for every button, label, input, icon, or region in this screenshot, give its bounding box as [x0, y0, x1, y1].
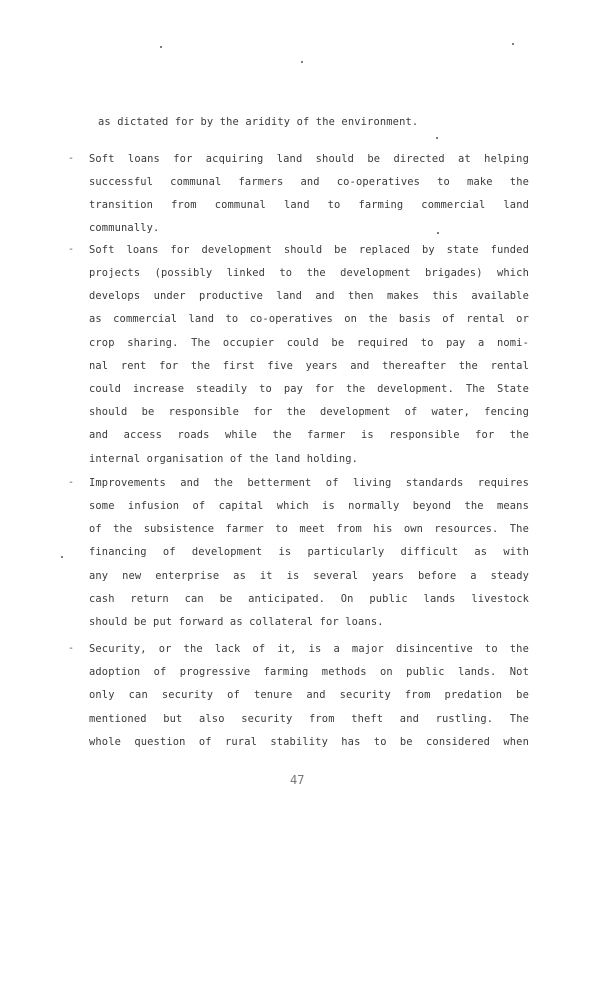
- body-line: adoption of progressive farming methods on public lands. Not: [89, 666, 529, 678]
- body-line: should be responsible for the development of water, fencing: [89, 406, 529, 418]
- body-line: could increase steadily to pay for the development. The State: [89, 383, 529, 395]
- body-line: develops under productive land and then makes this available: [89, 290, 529, 302]
- body-line: some infusion of capital which is normally beyond the means: [89, 500, 529, 512]
- body-line: Improvements and the betterment of living standards requires: [89, 477, 529, 489]
- body-line: should be put forward as collateral for loans.: [89, 616, 384, 628]
- body-line: as commercial land to co-operatives on the basis of rental or: [89, 313, 529, 325]
- body-line: communally.: [89, 222, 160, 234]
- body-line: only can security of tenure and security from predation be: [89, 689, 529, 701]
- body-line: projects (possibly linked to the development brigades) which: [89, 267, 529, 279]
- body-line: of the subsistence farmer to meet from his own resources. The: [89, 523, 529, 535]
- body-line: financing of development is particularly difficult as with: [89, 546, 529, 558]
- body-line: internal organisation of the land holding.: [89, 453, 359, 465]
- body-line: whole question of rural stability has to be considered when: [89, 736, 529, 748]
- body-line: mentioned but also security from theft and rustling. The: [89, 713, 529, 725]
- body-line: and access roads while the farmer is responsible for the: [89, 429, 529, 441]
- body-line: crop sharing. The occupier could be required to pay a nomi-: [89, 337, 529, 349]
- scan-speck: [436, 137, 438, 139]
- list-bullet: -: [68, 153, 75, 164]
- list-bullet: -: [68, 477, 75, 488]
- body-line: transition from communal land to farming commercial land: [89, 199, 529, 211]
- scan-speck: [160, 46, 162, 48]
- list-bullet: -: [68, 643, 75, 654]
- body-line: successful communal farmers and co-operatives to make the: [89, 176, 529, 188]
- body-line: cash return can be anticipated. On public lands livestock: [89, 593, 529, 605]
- body-line: as dictated for by the aridity of the environment.: [98, 116, 419, 128]
- scan-speck: [61, 556, 63, 558]
- body-line: Soft loans for development should be replaced by state funded: [89, 244, 529, 256]
- body-line: Security, or the lack of it, is a major disincentive to the: [89, 643, 529, 655]
- scan-speck: [512, 43, 514, 45]
- body-line: nal rent for the first five years and thereafter the rental: [89, 360, 529, 372]
- list-bullet: -: [68, 244, 75, 255]
- page-number: 47: [290, 773, 305, 787]
- scan-speck: [301, 61, 303, 63]
- body-line: Soft loans for acquiring land should be directed at helping: [89, 153, 529, 165]
- scan-speck: [437, 232, 439, 234]
- body-line: any new enterprise as it is several years before a steady: [89, 570, 529, 582]
